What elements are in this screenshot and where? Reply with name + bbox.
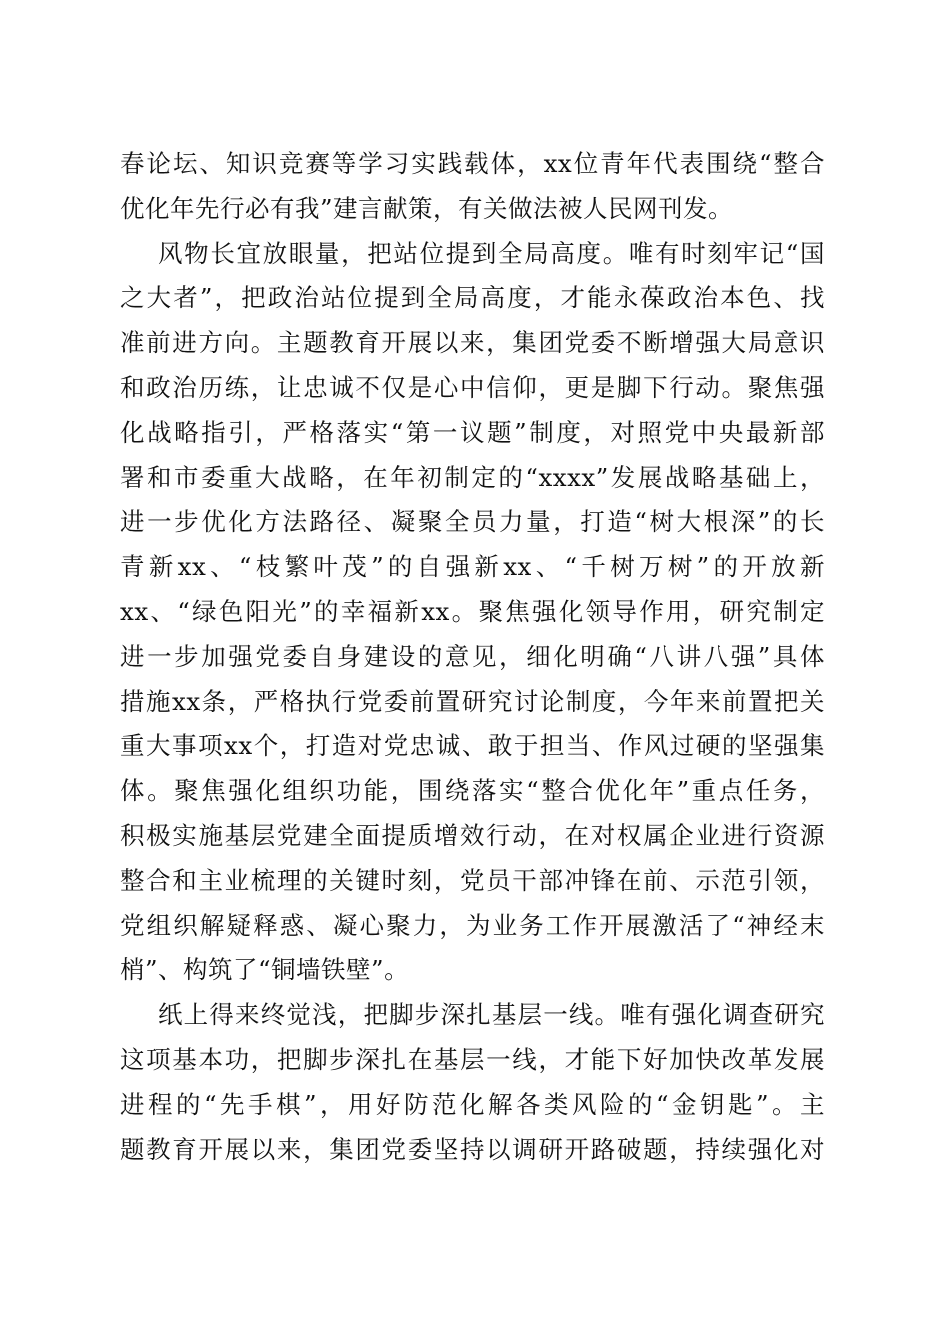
text-line: 春论坛、知识竞赛等学习实践载体，xx位青年代表围绕“整合 <box>120 149 825 178</box>
text-line: 进一步加强党委自身建设的意见，细化明确“八讲八强”具体 <box>120 641 825 671</box>
text-line: 进一步优化方法路径、凝聚全员力量，打造“树大根深”的长 <box>120 507 825 537</box>
text-line: 这项基本功，把脚步深扎在基层一线，才能下好加快改革发展 <box>120 1044 825 1074</box>
text-line: 化战略指引，严格落实“第一议题”制度，对照党中央最新部 <box>120 417 825 447</box>
text-line: 之大者”，把政治站位提到全局高度，才能永葆政治本色、找 <box>120 283 825 313</box>
paragraph <box>120 993 825 1172</box>
text-line: 措施xx条，严格执行党委前置研究讨论制度，今年来前置把关 <box>120 686 825 716</box>
text-line: 优化年先行必有我”建言献策，有关做法被人民网刊发。 <box>120 193 734 223</box>
paragraph <box>120 142 825 232</box>
text-line: 纸上得来终觉浅，把脚步深扎基层一线。唯有强化调查研究 <box>158 1000 825 1030</box>
text-line: 准前进方向。主题教育开展以来，集团党委不断增强大局意识 <box>120 328 825 358</box>
text-line: 题教育开展以来，集团党委坚持以调研开路破题，持续强化对 <box>120 1134 825 1164</box>
text-line: 体。聚焦强化组织功能，围绕落实“整合优化年”重点任务， <box>120 776 825 806</box>
text-line: xx、“绿色阳光”的幸福新xx。聚焦强化领导作用，研究制定 <box>120 596 825 626</box>
text-line: 青新xx、“枝繁叶茂”的自强新xx、“千树万树”的开放新 <box>120 552 825 582</box>
text-line: 进程的“先手棋”，用好防范化解各类风险的“金钥匙”。主 <box>120 1089 825 1119</box>
text-line: 整合和主业梳理的关键时刻，党员干部冲锋在前、示范引领， <box>120 865 825 895</box>
text-line: 党组织解疑释惑、凝心聚力，为业务工作开展激活了“神经末 <box>120 910 825 940</box>
paragraph <box>120 232 825 994</box>
document-body <box>120 142 825 1172</box>
text-line: 和政治历练，让忠诚不仅是心中信仰，更是脚下行动。聚焦强 <box>120 372 825 402</box>
text-line: 风物长宜放眼量，把站位提到全局高度。唯有时刻牢记“国 <box>158 238 825 268</box>
text-line: 积极实施基层党建全面提质增效行动，在对权属企业进行资源 <box>120 820 825 850</box>
text-line: 梢”、构筑了“铜墙铁壁”。 <box>120 955 410 985</box>
text-line: 署和市委重大战略，在年初制定的“xxxx”发展战略基础上， <box>120 462 825 492</box>
text-line: 重大事项xx个，打造对党忠诚、敢于担当、作风过硬的坚强集 <box>120 731 825 761</box>
